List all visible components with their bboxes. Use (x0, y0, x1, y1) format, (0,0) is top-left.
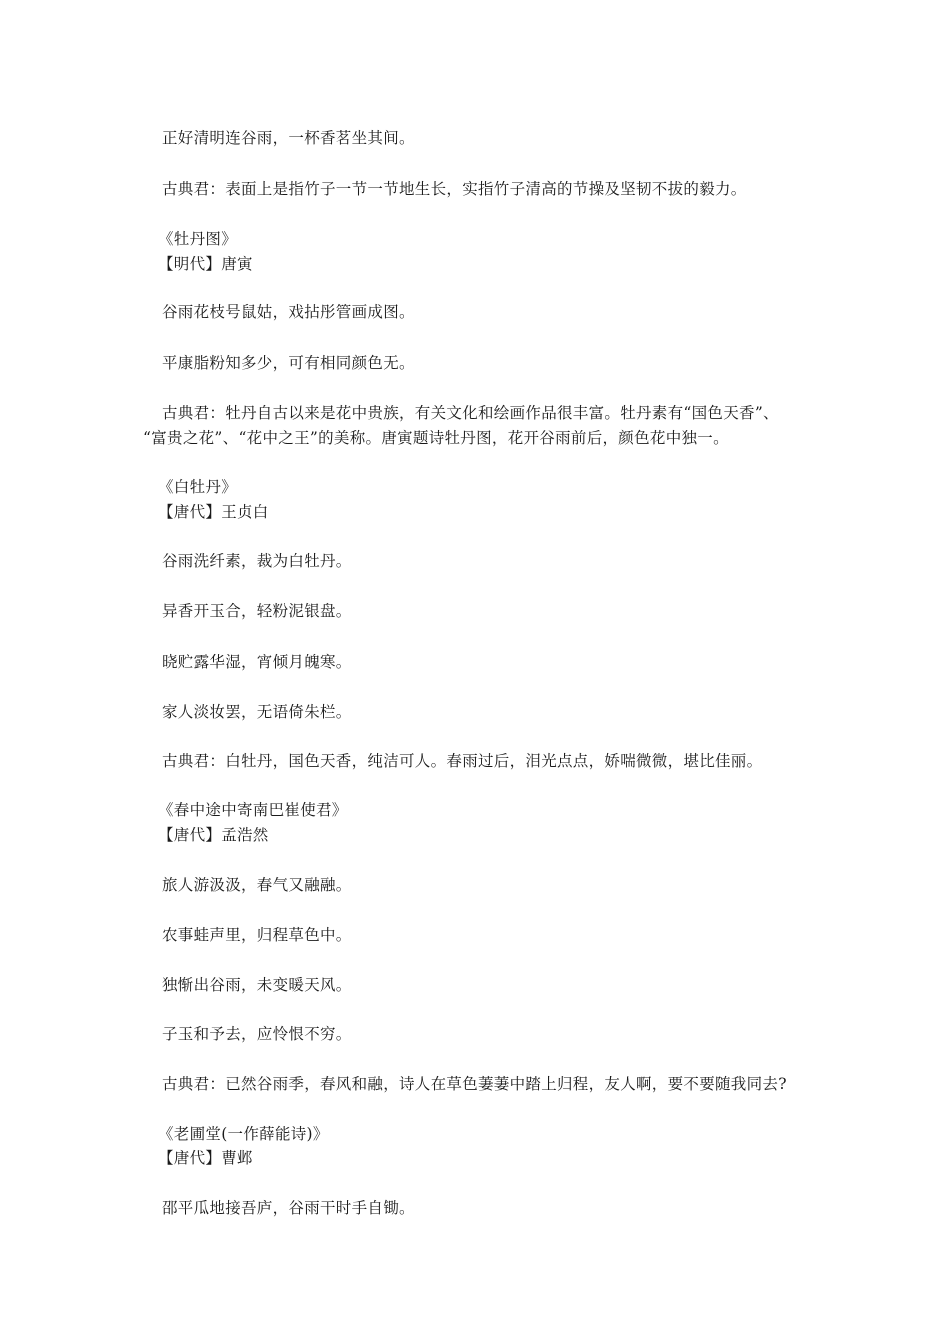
poem-title: 《老圃堂(一作薛能诗)》 (158, 1125, 329, 1143)
text-line: 平康脂粉知多少，可有相同颜色无。 (162, 354, 415, 372)
text-line: 旅人游汲汲，春气又融融。 (162, 876, 352, 894)
text-line: 古典君：白牡丹，国色天香，纯洁可人。春雨过后，泪光点点，娇喘微微，堪比佳丽。 (162, 752, 763, 770)
poem-title: 《春中途中寄南巴崔使君》 (158, 801, 348, 819)
poem-author: 【唐代】孟浩然 (158, 826, 269, 844)
text-line: 古典君：已然谷雨季，春风和融，诗人在草色萋萋中踏上归程，友人啊，要不要随我同去? (162, 1075, 787, 1093)
text-line: 异香开玉合，轻粉泥银盘。 (162, 602, 352, 620)
poem-title: 《牡丹图》 (158, 230, 238, 248)
text-line: 子玉和予去，应怜恨不穷。 (162, 1025, 352, 1043)
text-line: 农事蛙声里，归程草色中。 (162, 926, 352, 944)
poem-author: 【唐代】曹邺 (158, 1149, 253, 1167)
poem-author: 【唐代】王贞白 (158, 503, 269, 521)
poem-author: 【明代】唐寅 (158, 255, 253, 273)
text-line: 正好清明连谷雨，一杯香茗坐其间。 (162, 129, 415, 147)
text-line: 独惭出谷雨，未变暖天风。 (162, 976, 352, 994)
text-line: 古典君：牡丹自古以来是花中贵族，有关文化和绘画作品很丰富。牡丹素有“国色天香”、 (162, 404, 779, 422)
text-line: “富贵之花”、“花中之王”的美称。唐寅题诗牡丹图，花开谷雨前后，颜色花中独一。 (143, 429, 729, 447)
text-line: 古典君：表面上是指竹子一节一节地生长，实指竹子清高的节操及坚韧不拔的毅力。 (162, 180, 747, 198)
text-line: 家人淡妆罢，无语倚朱栏。 (162, 703, 352, 721)
poem-title: 《白牡丹》 (158, 478, 238, 496)
text-line: 邵平瓜地接吾庐，谷雨干时手自锄。 (162, 1199, 415, 1217)
text-line: 谷雨花枝号鼠姑，戏拈彤管画成图。 (162, 303, 415, 321)
text-line: 谷雨洗纤素，裁为白牡丹。 (162, 552, 352, 570)
text-line: 晓贮露华湿，宵倾月魄寒。 (162, 653, 352, 671)
